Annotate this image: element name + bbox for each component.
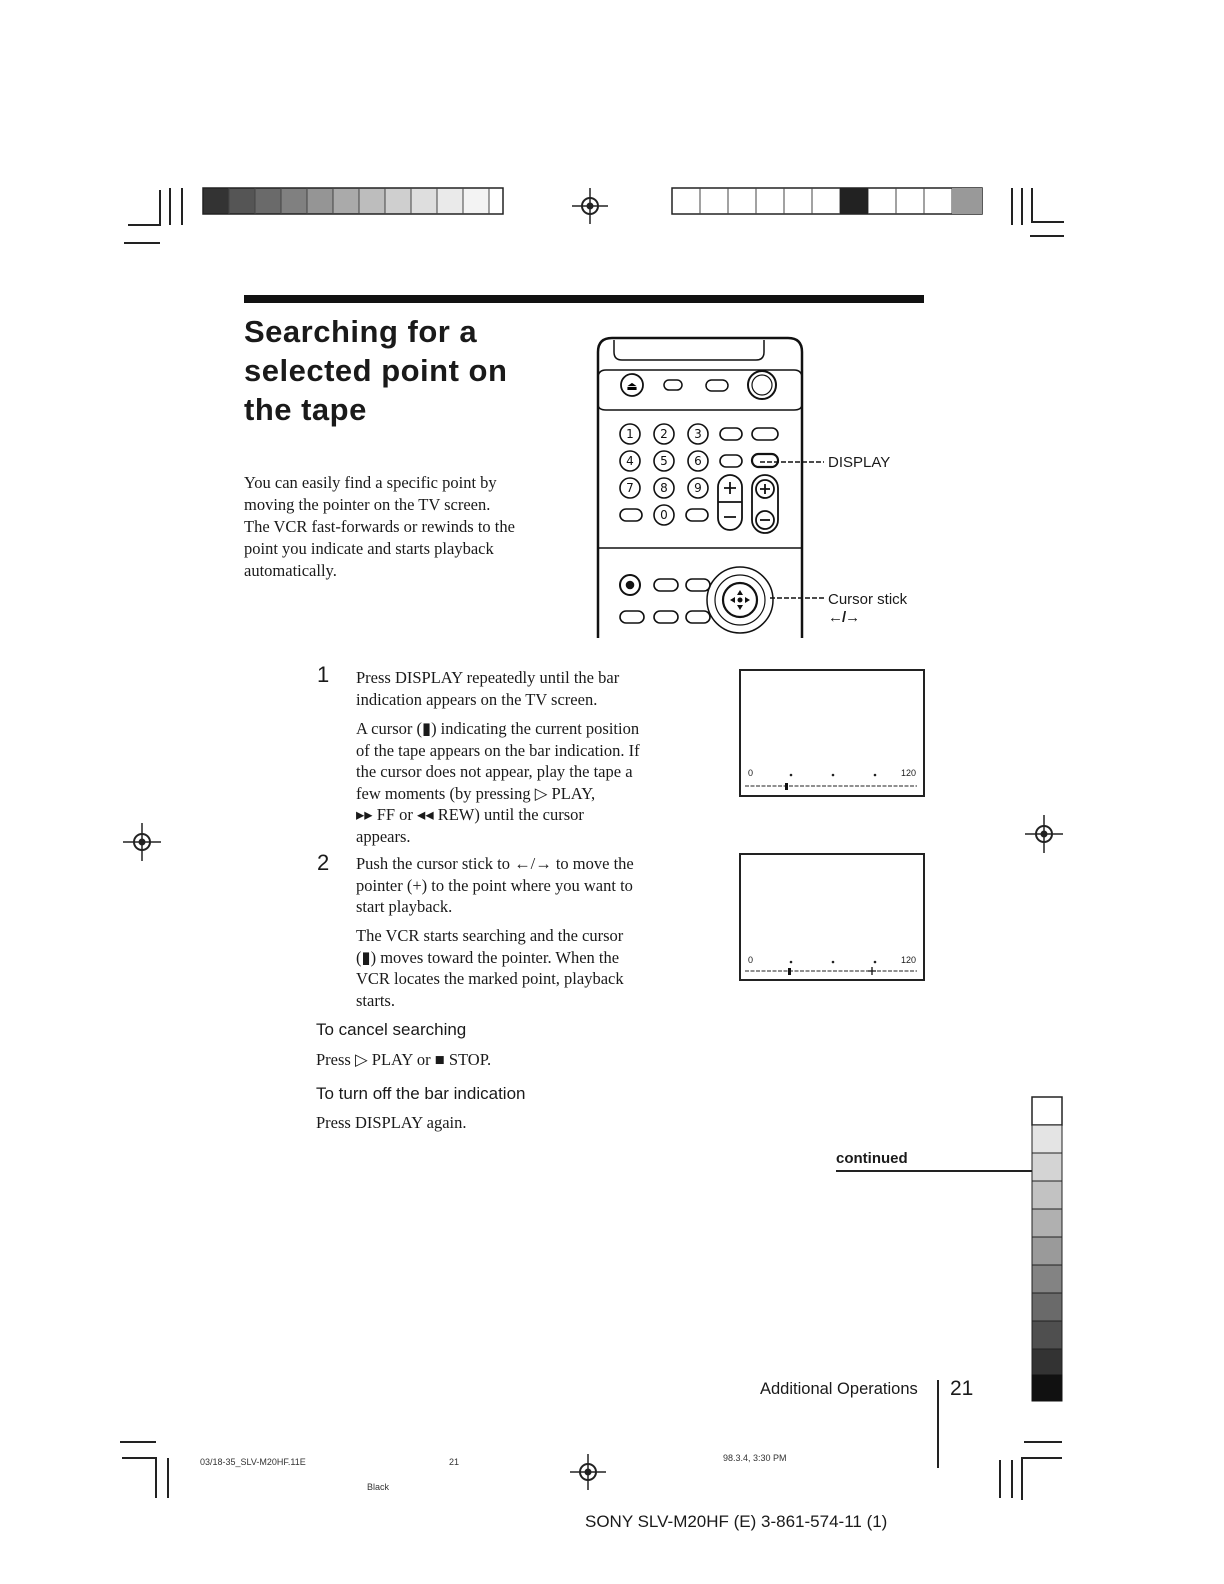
svg-text:3: 3 <box>694 427 702 441</box>
svg-text:8: 8 <box>660 481 668 495</box>
crosshair-icon <box>1022 812 1066 856</box>
bar-indication <box>741 771 923 793</box>
intro-line: point you indicate and starts playback <box>244 539 494 558</box>
svg-text:⏏: ⏏ <box>626 379 638 393</box>
page-title <box>244 312 574 429</box>
print-plate-color: Black <box>367 1482 390 1492</box>
scale-end-label: 120 <box>901 768 917 778</box>
svg-text:0: 0 <box>660 508 668 522</box>
bar-indication <box>741 958 923 978</box>
registration-marks-bottom <box>0 1420 1224 1500</box>
detail-line: (▮) moves toward the pointer. When the <box>356 947 620 967</box>
tape-cursor <box>785 783 788 790</box>
detail-line: A cursor (▮) indicating the current position <box>356 719 640 738</box>
svg-text:1: 1 <box>626 427 634 441</box>
cursor-arrows: ←/→ <box>828 609 860 626</box>
print-timestamp: 98.3.4, 3:30 PM <box>723 1453 787 1463</box>
crosshair-icon <box>120 820 164 864</box>
detail-line: VCR locates the marked point, playback <box>356 969 624 988</box>
detail-line: of the tape appears on the bar indication. If <box>356 740 640 760</box>
tape-cursor <box>788 968 791 975</box>
detail-line: starts. <box>356 990 395 1010</box>
svg-text:7: 7 <box>626 481 634 495</box>
pointer-plus-icon <box>868 967 876 975</box>
scale-start-label: 0 <box>748 955 754 965</box>
svg-text:6: 6 <box>694 454 702 468</box>
step-line: Push the cursor stick to ←/→ to move the <box>356 854 634 873</box>
step-1-instruction <box>356 667 706 710</box>
step-2-instruction <box>356 853 706 918</box>
section-name: Additional Operations <box>760 1380 918 1398</box>
color-bar-left <box>203 188 503 214</box>
step-2-detail <box>356 925 706 1011</box>
crosshair-icon <box>570 1454 606 1490</box>
turn-off-heading: To turn off the bar indication <box>316 1084 526 1103</box>
continued-rule <box>836 1170 1032 1172</box>
title-line: the tape <box>244 392 367 427</box>
step-line: Press DISPLAY repeatedly until the bar <box>356 668 620 687</box>
step-number: 1 <box>317 662 330 687</box>
step-line: pointer (+) to the point where you want to <box>356 875 633 895</box>
svg-text:9: 9 <box>694 481 702 495</box>
intro-line: You can easily find a specific point by <box>244 473 497 492</box>
print-file-page: 21 <box>449 1457 460 1467</box>
title-line: Searching for a <box>244 314 478 349</box>
page-number: 21 <box>950 1377 974 1400</box>
title-line: selected point on <box>244 353 508 388</box>
number-keypad <box>620 424 708 525</box>
crosshair-icon <box>572 188 608 224</box>
callout-lines <box>760 455 830 605</box>
continued-label: continued <box>836 1150 908 1167</box>
print-file-id: 03/18-35_SLV-M20HF.11E <box>200 1457 306 1467</box>
display-callout: DISPLAY <box>828 454 891 471</box>
turn-off-text: Press DISPLAY again. <box>316 1113 467 1132</box>
intro-line: moving the pointer on the TV screen. <box>244 495 491 514</box>
model-number: SONY SLV-M20HF (E) 3-861-574-11 (1) <box>585 1512 888 1531</box>
detail-line: the cursor does not appear, play the tape a <box>356 762 633 781</box>
svg-text:5: 5 <box>660 454 668 468</box>
step-line: indication appears on the TV screen. <box>356 689 598 709</box>
cancel-heading: To cancel searching <box>316 1020 467 1039</box>
step-line: start playback. <box>356 897 453 916</box>
detail-line: ▸▸ FF or ◂◂ REW) until the cursor <box>356 805 584 824</box>
detail-line: appears. <box>356 826 411 846</box>
intro-line: automatically. <box>244 561 337 580</box>
tv-screen-2 <box>739 853 925 981</box>
cancel-text: Press ▷ PLAY or ■ STOP. <box>316 1050 492 1069</box>
step-1-detail <box>356 718 706 847</box>
color-bar-right <box>672 188 982 214</box>
intro-line: The VCR fast-forwards or rewinds to the <box>244 517 515 536</box>
scale-start-label: 0 <box>748 768 754 778</box>
tv-screen-1 <box>739 669 925 797</box>
title-rule <box>244 295 924 303</box>
detail-line: few moments (by pressing ▷ PLAY, <box>356 783 596 803</box>
cursor-stick-callout: Cursor stick <box>828 591 908 608</box>
registration-marks-top <box>0 0 1224 260</box>
intro-paragraph <box>244 472 584 582</box>
step-number: 2 <box>317 850 330 875</box>
svg-text:4: 4 <box>626 454 634 468</box>
detail-line: The VCR starts searching and the cursor <box>356 926 624 945</box>
scale-end-label: 120 <box>901 955 917 965</box>
gray-scale-strip <box>1030 1095 1066 1405</box>
svg-text:2: 2 <box>660 427 668 441</box>
